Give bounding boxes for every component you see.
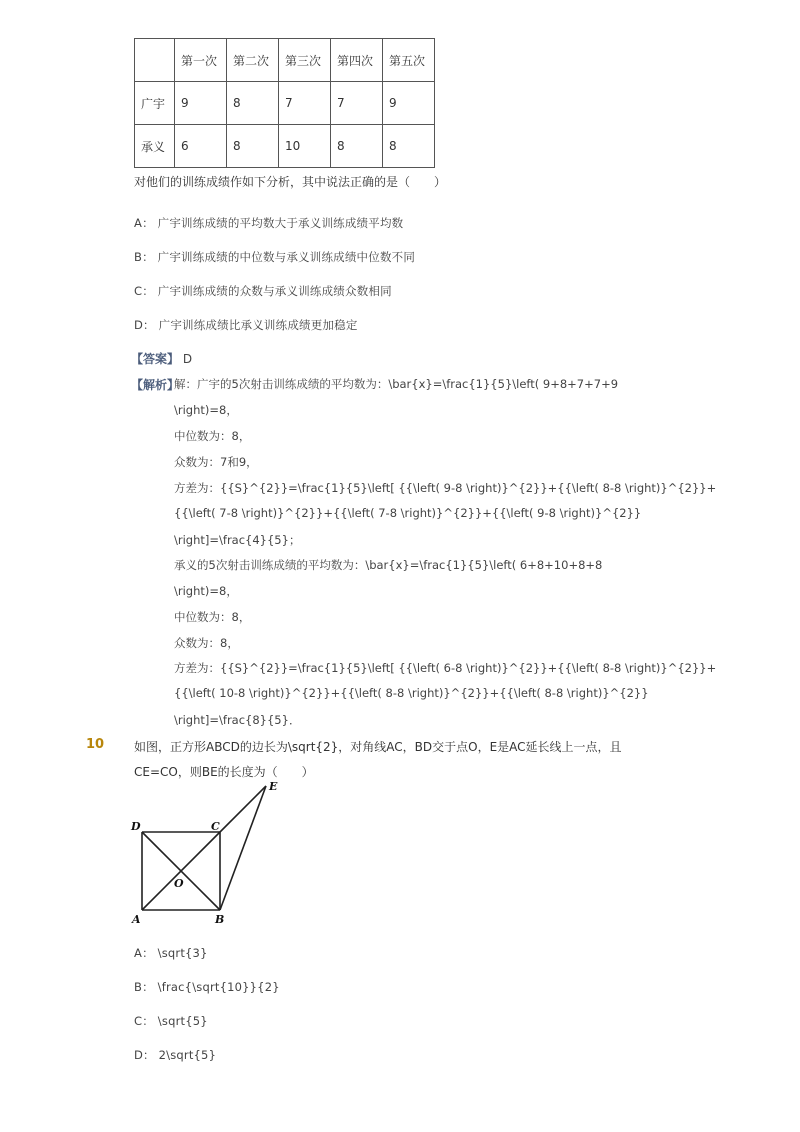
- table-cell: 广宇: [135, 82, 175, 125]
- option-letter: A：: [134, 946, 154, 960]
- option-b[interactable]: [134, 979, 280, 995]
- analysis-line: 方差为：{{S}^{2}}=\frac{1}{5}\left[ {{\left( 6-8 \right)}^{2}}+{{\left( 8-8 \right)}^{2}}+: [174, 661, 717, 675]
- table-cell: 9: [383, 82, 435, 125]
- option-a[interactable]: [134, 945, 208, 961]
- analysis-line: {{\left( 10-8 \right)}^{2}}+{{\left( 8-8 \right)}^{2}}+{{\left( 8-8 \right)}^{2}}: [174, 686, 649, 700]
- option-text: \frac{\sqrt{10}}{2}: [157, 980, 280, 994]
- table-cell: 7: [331, 82, 383, 125]
- table-header-cell: 第五次: [383, 39, 435, 82]
- option-d[interactable]: [134, 1047, 216, 1063]
- analysis-line: {{\left( 7-8 \right)}^{2}}+{{\left( 7-8 \right)}^{2}}+{{\left( 9-8 \right)}^{2}}: [174, 506, 642, 520]
- label-c: C: [211, 820, 220, 833]
- analysis-label: 【解析】: [131, 378, 180, 392]
- analysis-line: 方差为：{{S}^{2}}=\frac{1}{5}\left[ {{\left( 9-8 \right)}^{2}}+{{\left( 8-8 \right)}^{2}}+: [174, 481, 717, 495]
- table-cell: 7: [279, 82, 331, 125]
- analysis-line: 众数为：8，: [174, 636, 239, 650]
- option-d[interactable]: [134, 317, 358, 333]
- table-row: [135, 82, 435, 125]
- option-text: 广宇训练成绩的众数与承义训练成绩众数相同: [157, 284, 392, 298]
- answer-block: [131, 350, 192, 367]
- option-letter: C：: [134, 284, 154, 298]
- question-number: 10: [86, 737, 105, 752]
- option-text: \sqrt{3}: [157, 946, 208, 960]
- option-a[interactable]: [134, 215, 403, 231]
- analysis-line: 中位数为：8，: [174, 610, 251, 624]
- option-c[interactable]: [134, 1013, 208, 1029]
- table-cell: 6: [175, 125, 227, 168]
- option-text: 广宇训练成绩的平均数大于承义训练成绩平均数: [157, 216, 404, 230]
- table-header-cell: 第二次: [227, 39, 279, 82]
- option-letter: B：: [134, 980, 154, 994]
- analysis-line: 承义的5次射击训练成绩的平均数为：\bar{x}=\frac{1}{5}\left( 6+8+10+8+8: [174, 558, 603, 572]
- option-text: \sqrt{5}: [157, 1014, 208, 1028]
- table-cell: 9: [175, 82, 227, 125]
- analysis-line: \right]=\frac{8}{5}．: [174, 713, 301, 727]
- label-b: B: [215, 913, 225, 926]
- analysis-line: 众数为：7和9，: [174, 455, 258, 469]
- question-text-line: CE=CO，则BE的长度为（ ）: [134, 765, 314, 779]
- option-c[interactable]: [134, 283, 392, 299]
- table-cell: 8: [227, 82, 279, 125]
- option-letter: C：: [134, 1014, 154, 1028]
- label-d: D: [131, 820, 141, 833]
- label-a: A: [132, 913, 141, 926]
- table-header-row: [135, 39, 435, 82]
- label-e: E: [269, 780, 278, 793]
- option-letter: B：: [134, 250, 154, 264]
- table-cell: 8: [331, 125, 383, 168]
- analysis-line: \right)=8，: [174, 584, 238, 598]
- option-text: 2\sqrt{5}: [158, 1048, 217, 1062]
- geometry-figure: [128, 778, 288, 928]
- table-cell: 承义: [135, 125, 175, 168]
- table-header-cell: 第四次: [331, 39, 383, 82]
- analysis-line: \right]=\frac{4}{5}；: [174, 533, 301, 547]
- option-text: 广宇训练成绩比承义训练成绩更加稳定: [158, 318, 358, 332]
- option-letter: D：: [134, 1048, 155, 1062]
- table-header-cell: 第三次: [279, 39, 331, 82]
- analysis-line: \right)=8，: [174, 403, 238, 417]
- option-letter: A：: [134, 216, 154, 230]
- question-text-line: 如图，正方形ABCD的边长为\sqrt{2}，对角线AC，BD交于点O，E是AC延长线上一点，且: [134, 740, 622, 754]
- table-cell: 8: [227, 125, 279, 168]
- table-row: [135, 125, 435, 168]
- option-b[interactable]: [134, 249, 415, 265]
- table-cell: 10: [279, 125, 331, 168]
- segment-ce: [220, 786, 266, 832]
- answer-value: D: [182, 352, 193, 366]
- square-diagram: [128, 778, 288, 928]
- table-header-cell: [135, 39, 175, 82]
- table-header-cell: 第一次: [175, 39, 227, 82]
- answer-label: 【答案】: [131, 352, 180, 366]
- table-cell: 8: [383, 125, 435, 168]
- question-prompt: 对他们的训练成绩作如下分析，其中说法正确的是（ ）: [134, 175, 447, 189]
- analysis-line: 解：广宇的5次射击训练成绩的平均数为：\bar{x}=\frac{1}{5}\left( 9+8+7+7+9: [174, 377, 619, 391]
- label-o: O: [174, 877, 184, 890]
- option-letter: D：: [134, 318, 155, 332]
- segment-be: [220, 786, 266, 910]
- option-text: 广宇训练成绩的中位数与承义训练成绩中位数不同: [157, 250, 416, 264]
- analysis-line: 中位数为：8，: [174, 429, 251, 443]
- score-table: [134, 38, 435, 168]
